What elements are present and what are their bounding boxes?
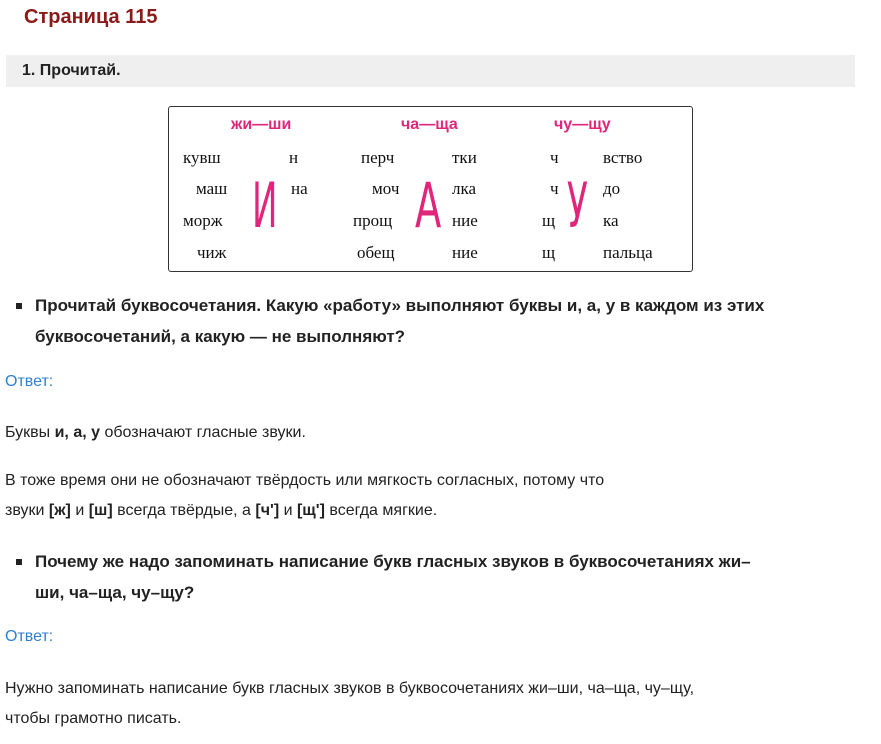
word-fragment: ч [550,179,559,198]
word-fragment: ние [452,243,478,262]
page-title: Страница 115 [24,6,158,28]
header-zhi-shi: жи—ши [231,116,292,133]
big-letter-u: У [567,169,588,242]
answer-label-2: Ответ: [5,628,54,645]
answer-label-1: Ответ: [5,373,54,390]
bullet [16,303,22,309]
task-header [6,55,855,87]
header-chu-shchu: чу—щу [554,116,611,133]
word-fragment: н [289,148,299,167]
big-letter-a: А [415,169,442,242]
word-fragment: кувш [183,148,221,167]
word-fragment: вство [603,148,643,167]
word-fragment: тки [452,148,477,167]
word-fragment: до [603,179,621,198]
answer-2-paragraph: Нужно запоминать написание букв гласных звуков в буквосочетаниях жи–ши, ча–ща, чу–щу, чтобы грамотно писать. [5,680,695,727]
letter-combinations-figure [168,106,693,272]
word-fragment: ч [550,148,559,167]
word-fragment: щ [542,243,556,262]
word-fragment: морж [183,211,223,230]
answer-1-paragraph-1: Буквы и, а, у обозначают гласные звуки. [5,424,306,441]
word-fragment: обещ [357,243,395,262]
bullet [16,559,22,565]
word-fragment: прощ [353,211,393,230]
header-cha-shcha: ча—ща [401,116,458,133]
word-fragment: перч [361,148,395,167]
big-letter-i: И [252,169,278,242]
question-1: Прочитай буквосочетания. Какую «работу» выполняют буквы и, а, у в каждом из этих буквосочетаний, а какую — не выполняют? [35,296,765,346]
answer-1-paragraph-2: В тоже время они не обозначают твёрдость или мягкость согласных, потому что звуки [ж] и [ш] всегда твёрдые, а [ч'] и [щ'] всегда мягкие. [5,472,605,519]
word-fragment: щ [542,211,556,230]
word-fragment: чиж [197,243,227,262]
word-fragment: пальца [603,243,653,262]
word-fragment: моч [372,179,400,198]
word-fragment: лка [452,179,477,198]
word-fragment: маш [196,179,228,198]
question-2: Почему же надо запоминать написание букв гласных звуков в буквосочетаниях жи– ши, ча–ща, чу–щу? [35,552,751,602]
word-fragment: на [291,179,308,198]
task-title: 1. Прочитай. [22,62,121,79]
word-fragment: ка [603,211,619,230]
word-fragment: ние [452,211,478,230]
